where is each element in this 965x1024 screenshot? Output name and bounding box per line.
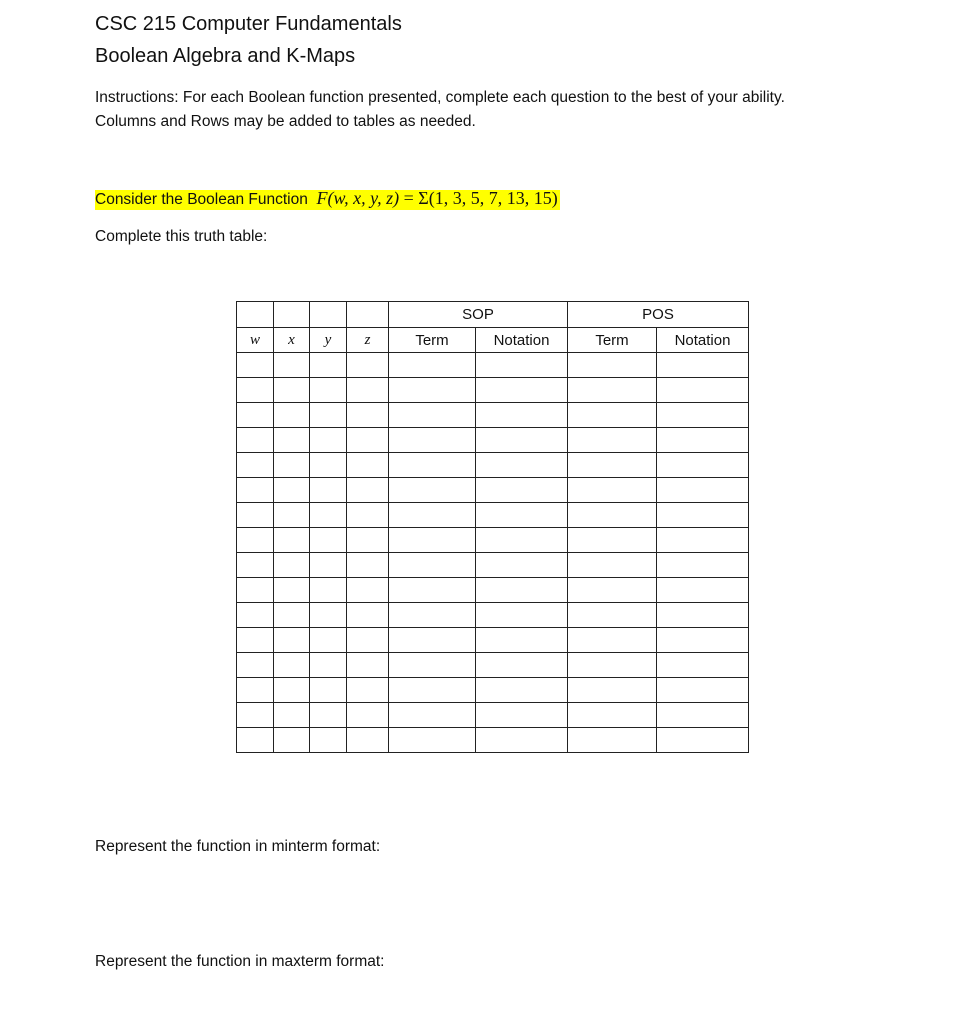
table-cell[interactable] — [568, 478, 657, 503]
table-cell[interactable] — [310, 353, 347, 378]
table-cell[interactable] — [310, 403, 347, 428]
function-name: F — [316, 188, 328, 208]
table-cell[interactable] — [274, 678, 310, 703]
table-cell[interactable] — [476, 653, 568, 678]
minterm-prompt: Represent the function in minterm format: — [95, 838, 381, 855]
table-row — [237, 628, 749, 653]
table-cell[interactable] — [237, 678, 274, 703]
table-cell[interactable] — [310, 378, 347, 403]
table-cell[interactable] — [347, 353, 389, 378]
var-header-x: x — [274, 328, 310, 353]
table-cell[interactable] — [274, 378, 310, 403]
table-cell[interactable] — [657, 653, 749, 678]
table-cell[interactable] — [568, 503, 657, 528]
table-cell[interactable] — [476, 478, 568, 503]
table-cell[interactable] — [310, 678, 347, 703]
table-cell[interactable] — [237, 378, 274, 403]
sigma-symbol: Σ — [418, 188, 429, 208]
table-cell[interactable] — [568, 453, 657, 478]
table-row — [237, 453, 749, 478]
table-cell[interactable] — [389, 553, 476, 578]
table-cell[interactable] — [347, 403, 389, 428]
table-cell[interactable] — [347, 528, 389, 553]
table-cell[interactable] — [310, 578, 347, 603]
table-cell[interactable] — [237, 578, 274, 603]
table-cell[interactable] — [310, 603, 347, 628]
table-cell[interactable] — [476, 603, 568, 628]
table-cell[interactable] — [476, 428, 568, 453]
table-cell[interactable] — [476, 703, 568, 728]
table-cell[interactable] — [237, 728, 274, 753]
table-cell[interactable] — [274, 653, 310, 678]
equals-sign: = — [399, 188, 419, 208]
highlighted-function — [95, 190, 560, 210]
minterm-list: (1, 3, 5, 7, 13, 15) — [428, 188, 558, 208]
instructions-line-2: Columns and Rows may be added to tables as needed. — [95, 113, 476, 130]
table-cell[interactable] — [657, 553, 749, 578]
table-row — [237, 603, 749, 628]
table-row — [237, 678, 749, 703]
table-cell[interactable] — [347, 678, 389, 703]
truth-table — [236, 301, 749, 753]
table-cell[interactable] — [237, 478, 274, 503]
table-cell[interactable] — [657, 378, 749, 403]
table-cell[interactable] — [274, 353, 310, 378]
table-row — [237, 353, 749, 378]
table-row — [237, 703, 749, 728]
table-cell[interactable] — [237, 428, 274, 453]
table-cell[interactable] — [568, 528, 657, 553]
table-row — [237, 578, 749, 603]
table-row — [237, 503, 749, 528]
table-row — [237, 403, 749, 428]
var-header-w: w — [237, 328, 274, 353]
table-cell[interactable] — [274, 503, 310, 528]
table-cell[interactable] — [274, 703, 310, 728]
table-cell[interactable] — [310, 302, 347, 328]
table-cell[interactable] — [274, 453, 310, 478]
table-cell[interactable] — [389, 503, 476, 528]
table-cell[interactable] — [389, 428, 476, 453]
table-cell[interactable] — [389, 353, 476, 378]
table-cell[interactable] — [237, 302, 274, 328]
pos-notation-header: Notation — [657, 328, 749, 353]
table-cell[interactable] — [476, 403, 568, 428]
table-cell[interactable] — [657, 578, 749, 603]
pos-group-header: POS — [568, 302, 749, 328]
topic-title: Boolean Algebra and K-Maps — [95, 45, 356, 67]
table-cell[interactable] — [274, 478, 310, 503]
var-header-y: y — [310, 328, 347, 353]
function-expression — [316, 188, 557, 208]
table-cell[interactable] — [347, 628, 389, 653]
table-cell[interactable] — [657, 353, 749, 378]
table-column-header-row — [237, 328, 749, 353]
table-cell[interactable] — [237, 628, 274, 653]
table-cell[interactable] — [237, 503, 274, 528]
table-cell[interactable] — [476, 378, 568, 403]
table-cell[interactable] — [568, 403, 657, 428]
table-cell[interactable] — [237, 528, 274, 553]
table-cell[interactable] — [657, 478, 749, 503]
table-cell[interactable] — [568, 603, 657, 628]
instructions-line-1: Instructions: For each Boolean function presented, complete each question to the best of your ability. — [95, 89, 785, 106]
table-cell[interactable] — [310, 453, 347, 478]
table-cell[interactable] — [389, 703, 476, 728]
table-cell[interactable] — [310, 553, 347, 578]
table-cell[interactable] — [389, 403, 476, 428]
table-group-header-row — [237, 302, 749, 328]
table-cell[interactable] — [476, 503, 568, 528]
table-cell[interactable] — [347, 503, 389, 528]
table-row — [237, 553, 749, 578]
table-cell[interactable] — [237, 403, 274, 428]
table-cell[interactable] — [568, 578, 657, 603]
var-header-z: z — [347, 328, 389, 353]
table-cell[interactable] — [568, 628, 657, 653]
table-cell[interactable] — [568, 353, 657, 378]
table-cell[interactable] — [657, 603, 749, 628]
table-cell[interactable] — [389, 453, 476, 478]
table-cell[interactable] — [347, 453, 389, 478]
course-title: CSC 215 Computer Fundamentals — [95, 13, 402, 35]
table-row — [237, 378, 749, 403]
table-cell[interactable] — [568, 428, 657, 453]
table-row — [237, 478, 749, 503]
table-cell[interactable] — [657, 678, 749, 703]
table-cell[interactable] — [568, 728, 657, 753]
table-cell[interactable] — [274, 728, 310, 753]
table-cell[interactable] — [568, 378, 657, 403]
table-cell[interactable] — [274, 302, 310, 328]
instructions — [95, 86, 895, 134]
table-cell[interactable] — [310, 653, 347, 678]
table-cell[interactable] — [389, 603, 476, 628]
table-cell[interactable] — [274, 578, 310, 603]
table-cell[interactable] — [389, 528, 476, 553]
table-cell[interactable] — [237, 353, 274, 378]
table-cell[interactable] — [237, 653, 274, 678]
table-cell[interactable] — [347, 703, 389, 728]
table-cell[interactable] — [237, 703, 274, 728]
table-cell[interactable] — [310, 503, 347, 528]
table-cell[interactable] — [657, 528, 749, 553]
table-cell[interactable] — [476, 728, 568, 753]
table-cell[interactable] — [347, 378, 389, 403]
table-cell[interactable] — [347, 428, 389, 453]
table-cell[interactable] — [237, 603, 274, 628]
sop-notation-header: Notation — [476, 328, 568, 353]
table-cell[interactable] — [347, 603, 389, 628]
table-cell[interactable] — [476, 353, 568, 378]
table-cell[interactable] — [389, 728, 476, 753]
table-cell[interactable] — [310, 703, 347, 728]
table-cell[interactable] — [274, 403, 310, 428]
table-cell[interactable] — [568, 553, 657, 578]
table-cell[interactable] — [347, 553, 389, 578]
table-cell[interactable] — [274, 553, 310, 578]
table-cell[interactable] — [274, 603, 310, 628]
pos-term-header: Term — [568, 328, 657, 353]
table-cell[interactable] — [476, 578, 568, 603]
table-cell[interactable] — [657, 728, 749, 753]
table-cell[interactable] — [310, 478, 347, 503]
table-cell[interactable] — [476, 528, 568, 553]
table-cell[interactable] — [310, 528, 347, 553]
table-cell[interactable] — [476, 553, 568, 578]
table-cell[interactable] — [274, 428, 310, 453]
table-cell[interactable] — [389, 378, 476, 403]
table-cell[interactable] — [476, 678, 568, 703]
table-cell[interactable] — [657, 428, 749, 453]
table-cell[interactable] — [347, 478, 389, 503]
table-cell[interactable] — [347, 728, 389, 753]
table-cell[interactable] — [310, 728, 347, 753]
table-cell[interactable] — [347, 578, 389, 603]
table-cell[interactable] — [476, 453, 568, 478]
table-cell[interactable] — [347, 653, 389, 678]
table-cell[interactable] — [347, 302, 389, 328]
table-cell[interactable] — [389, 478, 476, 503]
table-cell[interactable] — [568, 653, 657, 678]
table-cell[interactable] — [389, 678, 476, 703]
table-cell[interactable] — [568, 678, 657, 703]
table-cell[interactable] — [237, 553, 274, 578]
table-cell[interactable] — [274, 528, 310, 553]
table-cell[interactable] — [657, 403, 749, 428]
table-row — [237, 428, 749, 453]
table-cell[interactable] — [389, 578, 476, 603]
table-cell[interactable] — [389, 653, 476, 678]
table-cell[interactable] — [237, 453, 274, 478]
sop-term-header: Term — [389, 328, 476, 353]
function-statement — [95, 186, 560, 212]
table-cell[interactable] — [657, 628, 749, 653]
table-row — [237, 528, 749, 553]
table-cell[interactable] — [657, 503, 749, 528]
truth-table-prompt: Complete this truth table: — [95, 228, 268, 245]
table-cell[interactable] — [657, 703, 749, 728]
consider-label: Consider the Boolean Function — [95, 191, 308, 208]
table-row — [237, 728, 749, 753]
function-vars: (w, x, y, z) — [327, 188, 400, 208]
sop-group-header: SOP — [389, 302, 568, 328]
table-cell[interactable] — [476, 628, 568, 653]
table-row — [237, 653, 749, 678]
table-cell[interactable] — [657, 453, 749, 478]
table-cell[interactable] — [568, 703, 657, 728]
table-cell[interactable] — [389, 628, 476, 653]
table-cell[interactable] — [274, 628, 310, 653]
table-cell[interactable] — [310, 428, 347, 453]
table-cell[interactable] — [310, 628, 347, 653]
maxterm-prompt: Represent the function in maxterm format: — [95, 953, 385, 970]
